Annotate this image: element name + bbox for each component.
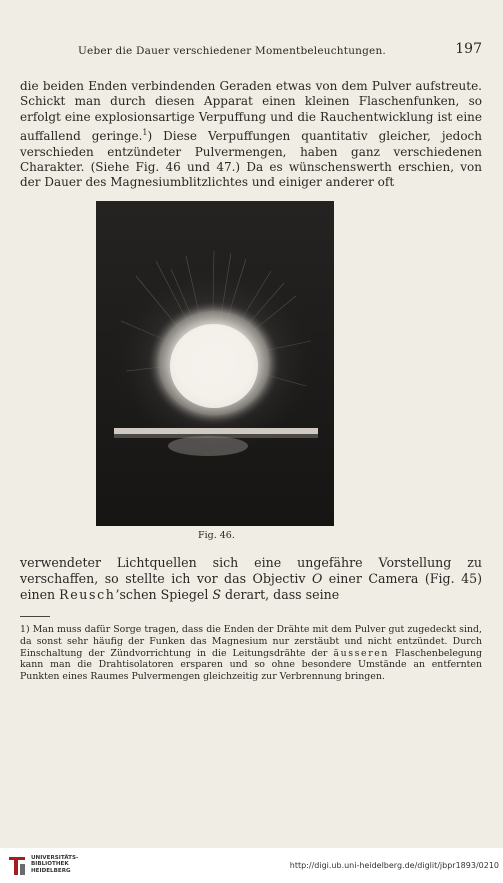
paragraph-2 xyxy=(20,555,482,602)
paragraph-2-text-c: ’schen Spiegel xyxy=(115,586,213,602)
mirror-symbol: S xyxy=(212,586,222,602)
paragraph-2-text-d: derart, dass seine xyxy=(221,586,340,602)
plate-surface xyxy=(114,428,318,434)
paragraph-2-text-b: einer Camera (Fig. 45) einen xyxy=(20,570,483,602)
paragraph-1-text-b: ) Diese Verpuffungen quantitativ gleicher, jedoch verschieden entzündeter Pulvermengen, haben ganz verschiedenen Charakter. (Siehe Fig. 46 und 47.) Da es wünschenswerth erschien, von der Dauer des Magnesiumblitzlichtes und einiger anderer oft xyxy=(20,129,483,190)
objective-symbol: O xyxy=(312,570,323,586)
footnote-text-b: Flaschenbelegung kann man die Drahtisolatoren ersparen und so ohne besondere Umstände an entfernten Punkten eines Raumes Pulvermengen gleichzeitig zur Verbrennung bringen. xyxy=(20,647,482,683)
institution-name: UNIVERSITÄTS- BIBLIOTHEK HEIDELBERG xyxy=(31,855,79,874)
author-name-reusch: Reusch xyxy=(59,586,116,602)
figure-caption: Fig. 46. xyxy=(198,530,235,541)
paragraph-1 xyxy=(20,79,482,191)
running-header xyxy=(20,41,482,61)
source-url-link[interactable]: http://digi.ub.uni-heidelberg.de/diglit/jbpr1893/0210 xyxy=(289,861,499,870)
page-number: 197 xyxy=(455,41,482,57)
footnote-emphasis: äusseren xyxy=(333,647,390,659)
paragraph-1-text-a: die beiden Enden verbindenden Geraden etwas von dem Pulver aufstreute. Schickt man durch diesen Apparat einen kleinen Flaschenfunken, so erfolgt eine explosionsartige Verpuffung und die Rauchentwicklung ist eine auffallend geringe. xyxy=(20,79,482,144)
university-library-logo-icon xyxy=(6,854,28,878)
running-title: Ueber die Dauer verschiedener Momentbeleuchtungen. xyxy=(78,45,386,57)
figure-46-photograph xyxy=(96,201,334,526)
footnote-reference[interactable]: 1 xyxy=(142,128,148,138)
footnote-rule xyxy=(20,616,50,617)
footnote-text-a: 1) Man muss dafür Sorge tragen, dass die Enden der Drähte mit dem Pulver gut zugedeckt sind, da sonst sehr häufig der Funken das Magnesium nur zerstäubt und nicht entzündet. Durch Einschaltung der Zündvorrichtung in die Leitungsdrähte der xyxy=(20,624,482,659)
footnote xyxy=(20,624,482,683)
flash-explosion-image xyxy=(96,201,334,526)
paragraph-2-text-a: verwendeter Lichtquellen sich eine ungefähre Vorstellung zu verschaffen, so stellte ich vor das Objectiv xyxy=(20,555,482,586)
